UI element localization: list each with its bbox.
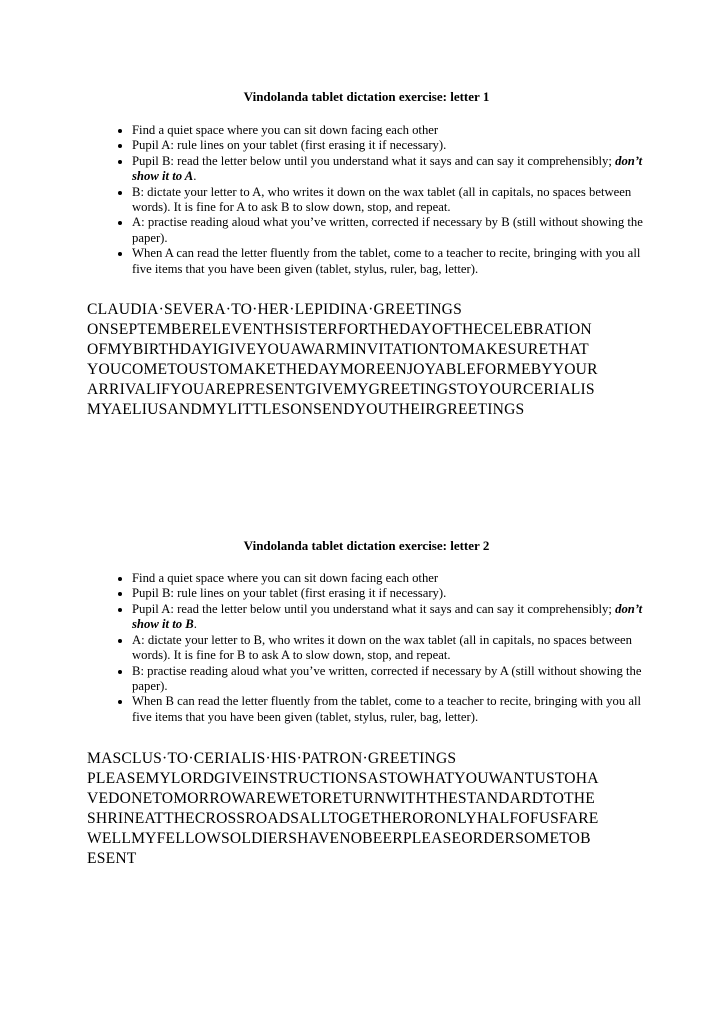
section-1-letter-text	[87, 300, 646, 420]
instruction-item	[132, 138, 646, 153]
letter-line: VEDONETOMORROWAREWETORETURNWITHTHESTANDARDTOTHE	[87, 790, 595, 808]
instruction-text: Pupil B: read the letter below until you understand what it says and can say it comprehensibly;	[132, 153, 616, 168]
instruction-item	[132, 185, 646, 216]
instruction-text: B: practise reading aloud what you’ve written, corrected if necessary by A (still without showing the paper).	[132, 663, 642, 693]
letter-line: ONSEPTEMBERELEVENTHSISTERFORTHEDAYOFTHECELEBRATION	[87, 321, 592, 339]
instruction-item	[132, 215, 646, 246]
instruction-item	[132, 246, 646, 277]
letter-line: SHRINEATTHECROSSROADSALLTOGETHERORONLYHALFOFUSFARE	[87, 810, 599, 828]
instruction-text: A: dictate your letter to B, who writes it down on the wax tablet (all in capitals, no spaces between words). It is fine for B to ask A to slow down, stop, and repeat.	[132, 632, 632, 663]
instruction-text-after: .	[193, 617, 197, 632]
letter-line: WELLMYFELLOWSOLDIERSHAVENOBEERPLEASEORDERSOMETOB	[87, 830, 591, 848]
letter-line: PLEASEMYLORDGIVEINSTRUCTIONSASTOWHATYOUWANTUSTOHA	[87, 770, 599, 788]
instruction-item	[132, 633, 646, 664]
section-2-letter-text	[87, 749, 646, 869]
letter-line: MASCLUS·TO·CERIALIS·HIS·PATRON·GREETINGS	[87, 750, 457, 768]
letter-line: ARRIVALIFYOUAREPRESENTGIVEMYGREETINGSTOYOURCERIALIS	[87, 381, 595, 399]
instruction-emphasis: don’t show it to A	[132, 153, 643, 184]
instruction-item	[132, 602, 646, 633]
section-1-title: Vindolanda tablet dictation exercise: letter 1	[243, 89, 490, 104]
instruction-text: Pupil A: rule lines on your tablet (first erasing it if necessary).	[132, 138, 447, 153]
instruction-text: When B can read the letter fluently from the tablet, come to a teacher to recite, bringing with you all five items that you have been given (tablet, stylus, ruler, bag, letter).	[132, 694, 642, 724]
instruction-text: A: practise reading aloud what you’ve written, corrected if necessary by B (still without showing the paper).	[132, 215, 643, 245]
instruction-text: When A can read the letter fluently from the tablet, come to a teacher to recite, bringing with you all five items that you have been given (tablet, stylus, ruler, bag, letter).	[132, 246, 641, 276]
instruction-item	[132, 123, 646, 138]
instruction-text: Pupil A: read the letter below until you understand what it says and can say it comprehensibly;	[132, 601, 616, 616]
letter-line: YOUCOMETOUSTOMAKETHEDAYMOREENJOYABLEFORMEBYYOUR	[87, 361, 598, 379]
instruction-text: B: dictate your letter to A, who writes it down on the wax tablet (all in capitals, no spaces between words). It is fine for A to ask B to slow down, stop, and repeat.	[132, 184, 632, 215]
section-1-instruction-list	[87, 123, 646, 277]
instruction-item	[132, 694, 646, 725]
instruction-text: Pupil B: rule lines on your tablet (first erasing it if necessary).	[132, 586, 447, 601]
instruction-item	[132, 664, 646, 695]
letter-line: MYAELIUSANDMYLITTLESONSENDYOUTHEIRGREETINGS	[87, 401, 525, 419]
letter-line: CLAUDIA·SEVERA·TO·HER·LEPIDINA·GREETINGS	[87, 301, 462, 319]
instruction-item	[132, 586, 646, 601]
instruction-text: Find a quiet space where you can sit down facing each other	[132, 123, 439, 137]
instruction-item	[132, 154, 646, 185]
letter-line: OFMYBIRTHDAYIGIVEYOUAWARMINVITATIONTOMAKESURETHAT	[87, 341, 589, 359]
instruction-emphasis: don’t show it to B	[132, 601, 643, 632]
section-2-instruction-list	[87, 571, 646, 725]
instruction-item	[132, 571, 646, 586]
instruction-text: Find a quiet space where you can sit down facing each other	[132, 571, 439, 586]
instruction-text-after: .	[193, 169, 197, 184]
section-2-title: Vindolanda tablet dictation exercise: letter 2	[243, 538, 490, 554]
letter-line: ESENT	[87, 850, 137, 868]
